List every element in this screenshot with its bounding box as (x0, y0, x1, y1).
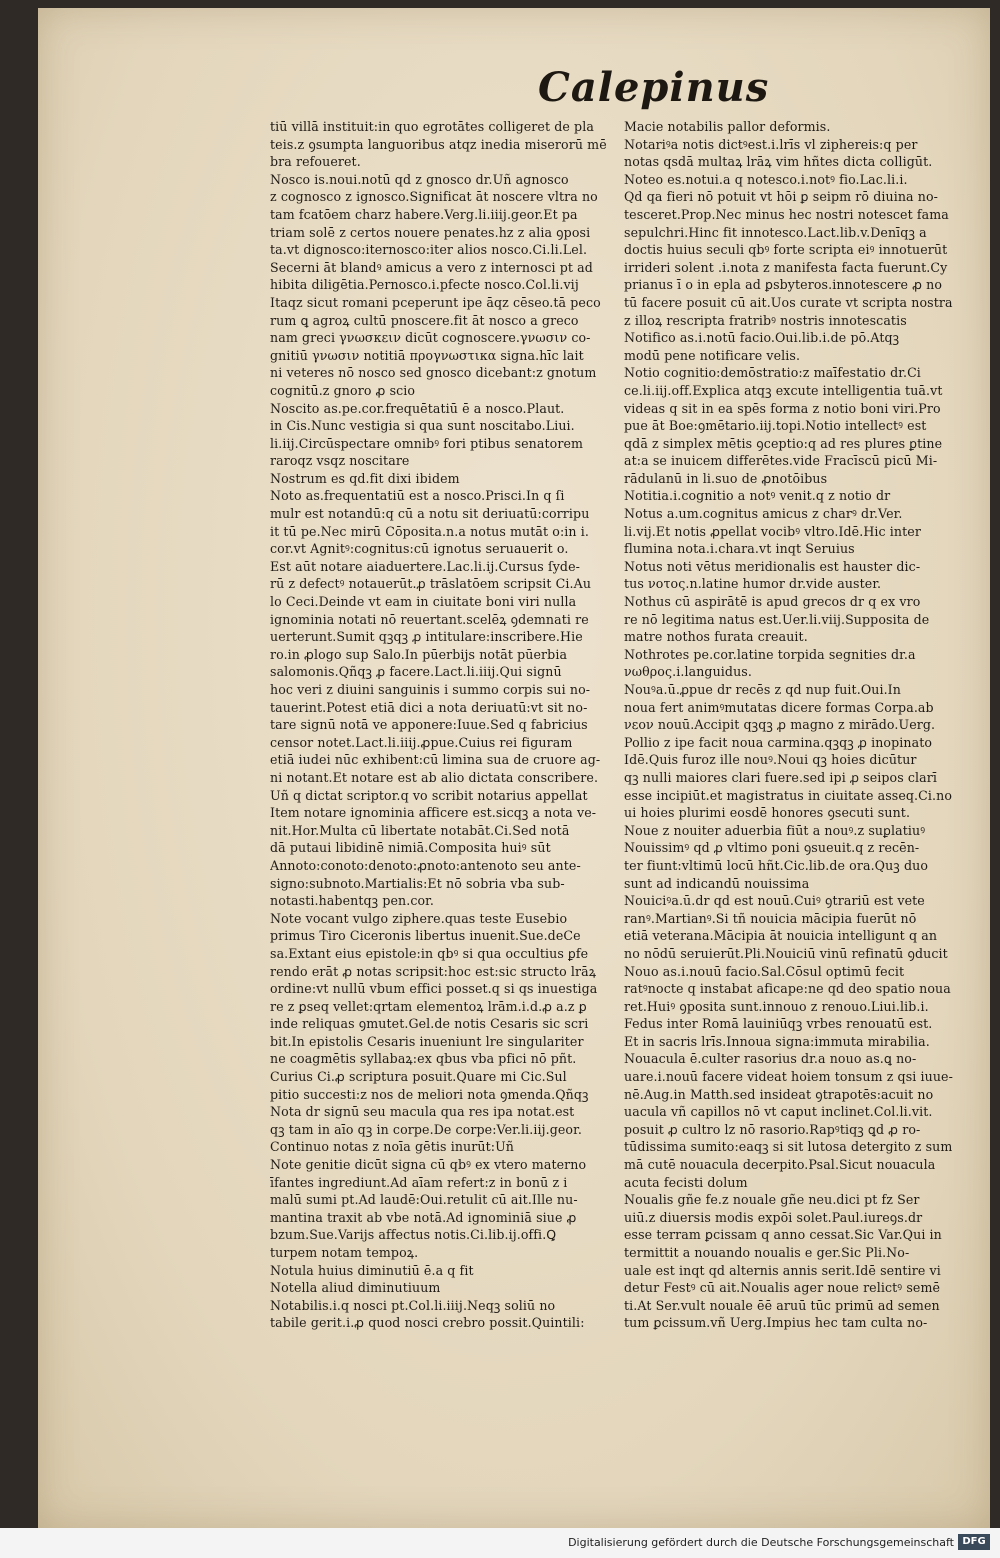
text-line: notasti.habentqꝫ pen.cor. (270, 893, 435, 909)
text-line: ni notant.Et notare est ab alio dictata conscribere. (270, 769, 599, 785)
text-line: gnitiū γνωσιν notitiā προγνωστικα signa.hīc lait (270, 347, 584, 363)
text-line: Nouissimꝰ qd ꝓ vltimo poni ꝯsueuit.q z recēn- (624, 840, 920, 856)
text-line: qdā z simplex mētis ꝯceptio:q ad res plures ꝑtine (624, 435, 943, 451)
text-line: esse incipiūt.et magistratus in ciuitate asseq.Ci.no (624, 787, 953, 803)
text-line: lo Ceci.Deinde vt eam in ciuitate boni viri nulla (270, 594, 577, 610)
text-line: uare.i.nouū facere videat hoiem tonsum z qsi iuue- (624, 1069, 953, 1085)
text-line: rum ꝗ agroꝝ cultū pnoscere.fit āt nosco a greco (270, 312, 579, 328)
text-line: Notifico as.i.notū facio.Oui.lib.i.de pō.Atqꝫ (624, 330, 900, 346)
text-line: Nouꝰa.ū.ꝓpue dr recēs z qd nup fuit.Oui.In (624, 682, 901, 697)
text-line: tabile gerit.i.ꝓ quod nosci crebro possit.Quintili: (270, 1315, 585, 1331)
text-line: hibita diligētia.Pernosco.i.pfecte nosco.Col.li.vij (270, 277, 579, 293)
text-line: dā putaui libidinē nimiā.Composita huiꝰ sūt (270, 840, 551, 856)
text-line: z illoꝝ rescripta fratribꝰ nostris innotescatis (624, 312, 907, 328)
text-line: turpem notam tempoꝝ. (270, 1245, 419, 1260)
text-line: ret.Huiꝰ ꝯposita sunt.innouo z renouo.Liui.lib.i. (624, 998, 929, 1014)
text-line: tū facere posuit cū ait.Uos curate vt scripta nostra (624, 294, 953, 310)
text-line: Nostrum es qd.fit dixi ibidem (270, 470, 460, 486)
text-line: Noue z nouiter aduerbia fiūt a nouꝰ.z suꝑlatiuꝰ (624, 822, 926, 838)
text-line: li.vij.Et notis ꝓpellat vocibꝰ vltro.Idē.Hic inter (624, 523, 921, 539)
text-line: triam solē z certos nouere penates.hz z alia ꝯposi (270, 224, 591, 240)
text-line: termittit a nouando noualis e ger.Sic Pli.No- (624, 1245, 910, 1260)
text-line: sepulchri.Hinc fit innotesco.Lact.lib.v.Denīqꝫ a (624, 224, 927, 240)
text-line: Nothus cū aspirātē is apud grecos dr q ex vro (624, 594, 921, 610)
text-line: pitio succesti:z nos de meliori nota ꝯmenda.Qñqꝫ (270, 1086, 589, 1102)
text-line: videas q sit in ea spēs forma z notio boni viri.Pro (624, 400, 941, 416)
text-line: tauerint.Potest etiā dici a nota deriuatū:vt sit no- (270, 699, 588, 715)
dfg-logo: DFG (958, 1534, 990, 1550)
text-line: tam fcatōem charz habere.Verg.li.iiij.geor.Et pa (270, 206, 578, 222)
text-line: qꝫ tam in aīo qꝫ in corpe.De corpe:Ver.li.iij.geor. (270, 1121, 582, 1137)
text-line: z cognosco z ignosco.Significat āt noscere vltra no (270, 189, 598, 205)
text-line: Notabilis.i.q nosci pt.Col.li.iiij.Neqꝫ soliū no (270, 1297, 556, 1313)
text-line: Item notare ignominia afficere est.sicqꝫ a nota ve- (270, 805, 597, 821)
text-line: Notella aliud diminutiuum (270, 1280, 441, 1296)
text-line: tesceret.Prop.Nec minus hec nostri notescet fama (624, 206, 949, 222)
text-line: noua fert animꝰmutatas dicere formas Corpa.ab (624, 699, 934, 715)
text-line: inde reliquas ꝯmutet.Gel.de notis Cesaris sic scri (270, 1016, 589, 1032)
text-line: Annoto:conoto:denoto:ꝓnoto:antenoto seu ante- (270, 857, 581, 873)
text-line: bzum.Sue.Varijs affectus notis.Ci.lib.ij.offi.Ꝗ (270, 1227, 557, 1243)
text-line: nam greci γνωσκειν dicūt cognoscere.γνωσιν co- (270, 330, 591, 346)
text-line: flumina nota.i.chara.vt inqt Seruius (624, 541, 855, 557)
text-line: cor.vt Agnitꝰ:cognitus:cū ignotus seruauerit o. (270, 541, 569, 557)
text-line: censor notet.Lact.li.iiij.ꝓpue.Cuius rei figuram (270, 734, 573, 750)
text-line: uiū.z diuersis modis expōi solet.Paul.iureꝯs.dr (624, 1209, 923, 1225)
text-line: ter fiunt:vltimū locū hñt.Cic.lib.de ora.Quꝫ duo (624, 857, 929, 873)
text-line: Noteo es.notui.a q notesco.i.notꝰ fio.Lac.li.i. (624, 171, 908, 187)
text-line: Secerni āt blandꝰ amicus a vero z internosci pt ad (270, 259, 593, 275)
text-line: at:a se inuicem differētes.vide Fracīscū picū Mi- (624, 453, 938, 469)
text-line: no nōdū seruierūt.Pli.Nouiciū vinū refinatū ꝯducit (624, 945, 948, 961)
text-line: detur Festꝰ cū ait.Noualis ager noue relictꝰ semē (624, 1280, 941, 1296)
text-line: bra refoueret. (270, 154, 361, 170)
text-line: ratꝰnocte q instabat aficape:ne qd deo spatio noua (624, 981, 951, 997)
text-line: mantina traxit ab vbe notā.Ad ignominiā siue ꝓ (270, 1209, 577, 1225)
text-line: acuta fecisti dolum (624, 1174, 748, 1190)
text-line: ui hoies plurimi eosdē honores ꝯsecuti sunt. (624, 805, 911, 821)
text-line: Pollio z ipe facit noua carmina.qꝫqꝫ ꝓ inopinato (624, 734, 933, 750)
text-line: Uñ q dictat scriptor.q vo scribit notarius appellat (270, 787, 588, 803)
text-line: Notula huius diminutiū ē.a q fit (270, 1262, 474, 1278)
text-line: tum ꝑcissum.vñ Uerg.Impius hec tam culta no- (624, 1315, 928, 1331)
text-line: rū z defectꝰ notauerūt.ꝓ trāslatōem scripsit Ci.Au (270, 576, 592, 592)
text-line: esse terram ꝑcissam q anno cessat.Sic Var.Qui in (624, 1227, 942, 1243)
text-line: tus νοτος.n.latine humor dr.vide auster. (624, 576, 882, 592)
text-line: irrideri solent .i.nota z manifesta facta fuerunt.Cy (624, 259, 948, 275)
text-line: νεον nouū.Accipit qꝫqꝫ ꝓ magno z mirādo.Uerg. (624, 717, 936, 733)
text-line: īfantes ingrediunt.Ad aīam refert:z in bonū z i (270, 1174, 568, 1190)
text-line: ranꝰ.Martianꝰ.Si tñ nouicia mācipia fuerūt nō (624, 910, 917, 926)
text-line: Et in sacris lrīs.Innoua signa:immuta mirabilia. (624, 1033, 930, 1049)
text-line: it tū pe.Nec mirū Cōposita.n.a notus mutāt o:in i. (270, 523, 589, 539)
text-line: Notariꝰa notis dictꝰest.i.lrīs vl ziphereis:q per (624, 136, 918, 152)
text-line: prianus ī o in epla ad ꝑsbyteros.innotescere ꝓ no (624, 277, 943, 293)
text-line: bit.In epistolis Cesaris inueniunt lre singulariter (270, 1033, 584, 1049)
text-line: posuit ꝓ cultro lz nō rasorio.Rapꝰtiqꝫ ꝗd ꝓ ro- (624, 1121, 921, 1137)
text-line: signo:subnoto.Martialis:Et nō sobria vba sub- (270, 875, 565, 891)
text-line: notas qsdā multaꝝ lrāꝝ vim hñtes dicta colligūt. (624, 154, 933, 170)
text-line: Nothrotes pe.cor.latine torpida segnities dr.a (624, 646, 916, 662)
text-line: Noualis gñe fe.z nouale gñe neu.dici pt fz Ser (624, 1192, 920, 1208)
left-text-column (270, 118, 615, 1332)
text-line: sunt ad indicandū nouissima (624, 875, 810, 891)
right-text-column (624, 118, 984, 1332)
text-line: primus Tiro Ciceronis libertus inuenit.Sue.deCe (270, 928, 581, 944)
text-line: Noscito as.pe.cor.frequētatiū ē a nosco.Plaut. (270, 400, 565, 416)
text-line: Fedus inter Romā lauiniūqꝫ vrbes renouatū est. (624, 1016, 933, 1032)
text-line: Note vocant vulgo ziphere.quas teste Eusebio (270, 910, 568, 926)
text-line: doctis huius seculi qbꝰ forte scripta eiꝰ innotuerūt (624, 242, 948, 258)
text-line: ordine:vt nullū vbum effici posset.q si qs inuestiga (270, 981, 598, 997)
text-line: Est aūt notare aiaduertere.Lac.li.ij.Cursus ſyde- (270, 558, 580, 574)
text-line: mā cutē nouacula decerpito.Psal.Sicut nouacula (624, 1157, 936, 1173)
text-line: li.iij.Circūspectare omnibꝰ fori ptibus senatorem (270, 435, 584, 451)
text-line: nit.Hor.Multa cū libertate notabāt.Ci.Sed notā (270, 822, 570, 838)
text-line: tūdissima sumito:eaqꝫ si sit lutosa detergito z sum (624, 1139, 953, 1155)
text-line: Curius Ci.ꝓ scriptura posuit.Quare mi Cic.Sul (270, 1069, 567, 1085)
text-line: malū sumi pt.Ad laudē:Oui.retulit cū ait.Ille nu- (270, 1192, 578, 1208)
text-line: etiā veterana.Mācipia āt nouicia intelligunt q an (624, 928, 938, 944)
footer-credit: Digitalisierung gefördert durch die Deutsche Forschungsgemeinschaft (568, 1536, 954, 1549)
text-line: Notitia.i.cognitio a notꝰ venit.q z notio dr (624, 488, 891, 504)
text-line: mulr est notandū:q cū a notu sit deriuatū:corripu (270, 506, 590, 522)
text-line: rādulanū in li.suo de ꝓnotōibus (624, 470, 828, 486)
text-line: Nouo as.i.nouū facio.Sal.Cōsul optimū fecit (624, 963, 905, 979)
text-line: uacula vñ capillos nō vt caput inclinet.Col.li.vit. (624, 1104, 933, 1120)
text-line: tare signū notā ve apponere:Iuue.Sed q fabricius (270, 717, 588, 733)
text-line: Itaqz sicut romani pceperunt ipe āqz cēseo.tā peco (270, 294, 601, 310)
text-line: ni veteres nō nosco sed gnosco dicebant:z gnotum (270, 365, 597, 381)
text-line: Qd qa fieri nō potuit vt hōi ꝑ seipm rō diuina no- (624, 189, 939, 205)
text-line: pue āt Boe:ꝯmētario.iij.topi.Notio intellectꝰ est (624, 418, 927, 434)
text-line: sa.Extant eius epistole:in qbꝰ si qua occultius ꝑfe (270, 945, 589, 961)
text-line: ta.vt dignosco:iternosco:iter alios nosco.Ci.li.Lel. (270, 242, 588, 258)
text-line: uale est inqt qd alternis annis serit.Idē sentire vi (624, 1262, 941, 1278)
text-line: Nouacula ē.culter rasorius dr.a nouo as.ꝗ no- (624, 1051, 917, 1067)
page-running-head: Calepinus (538, 64, 770, 111)
text-line: rendo erāt ꝓ notas scripsit:hoc est:sic structo lrāꝝ (270, 963, 597, 979)
text-line: Nouiciꝰa.ū.dr qd est nouū.Cuiꝰ ꝯtrariū est vete (624, 893, 925, 909)
text-line: matre nothos furata creauit. (624, 629, 808, 645)
text-line: qꝫ nulli maiores clari fuere.sed ipi ꝓ seipos clarī (624, 769, 938, 785)
text-line: re z ꝑseq vellet:qrtam elementoꝝ lrām.i.d.ꝓ a.z ꝑ (270, 998, 587, 1014)
text-line: Nosco is.noui.notū qd z gnosco dr.Uñ agnosco (270, 171, 569, 187)
text-line: Notus a.um.cognitus amicus z charꝰ dr.Ver. (624, 506, 903, 522)
text-line: ignominia notati nō reuertant.scelēꝝ ꝯdemnati re (270, 611, 589, 627)
text-line: ce.li.iij.off.Explica atqꝫ excute intelligentia tuā.vt (624, 382, 943, 398)
text-line: modū pene notificare velis. (624, 347, 801, 363)
text-line: cognitū.z gnoro ꝓ scio (270, 382, 416, 398)
text-line: Notio cognitio:demōstratio:z maīfestatio dr.Ci (624, 365, 921, 381)
text-line: Notus noti vētus meridionalis est hauster dic- (624, 558, 921, 574)
text-line: Nota dr signū seu macula qua res ipa notat.est (270, 1104, 575, 1120)
text-line: salomonis.Qñqꝫ ꝓ facere.Lact.li.iiij.Qui signū (270, 664, 562, 680)
text-line: ti.At Ser.vult nouale ēē aruū tūc primū ad semen (624, 1297, 940, 1313)
text-line: raroqz vsqz noscitare (270, 453, 410, 469)
text-line: Continuo notas z noīa gētis inurūt:Uñ (270, 1139, 515, 1155)
text-line: Note genitie dicūt signa cū qbꝰ ex vtero materno (270, 1157, 587, 1173)
text-line: ro.in ꝓlogo sup Salo.In pūerbijs notāt pūerbia (270, 646, 568, 662)
text-line: ne coagmētis syllabaꝝ:ex qbus vba pfici nō pñt. (270, 1051, 577, 1067)
text-line: nē.Aug.in Matth.sed insideat ꝯtrapotēs:acuit no (624, 1086, 934, 1102)
text-line: Idē.Quis furoz ille nouꝰ.Noui qꝫ hoies dicūtur (624, 752, 917, 768)
text-line: hoc veri z diuini sanguinis i summo corpis sui no- (270, 682, 591, 697)
text-line: uerterunt.Sumit qꝫqꝫ ꝓ intitulare:inscribere.Hie (270, 629, 583, 645)
text-line: re nō legitima natus est.Uer.li.viij.Supposita de (624, 611, 930, 627)
text-line: Macie notabilis pallor deformis. (624, 119, 831, 134)
text-line: tiū villā instituit:in quo egrotātes colligeret de pla (270, 119, 594, 134)
text-line: νωθρος.i.languidus. (624, 664, 752, 680)
text-line: in Cis.Nunc vestigia si qua sunt noscitabo.Liui. (270, 418, 575, 434)
text-line: teis.z ꝯsumpta languoribus atqz inedia miserorū mē (270, 136, 607, 152)
text-line: Noto as.frequentatiū est a nosco.Prisci.In q ſi (270, 488, 565, 504)
text-line: etiā iudei nūc exhibent:cū limina sua de cruore ag- (270, 752, 601, 768)
